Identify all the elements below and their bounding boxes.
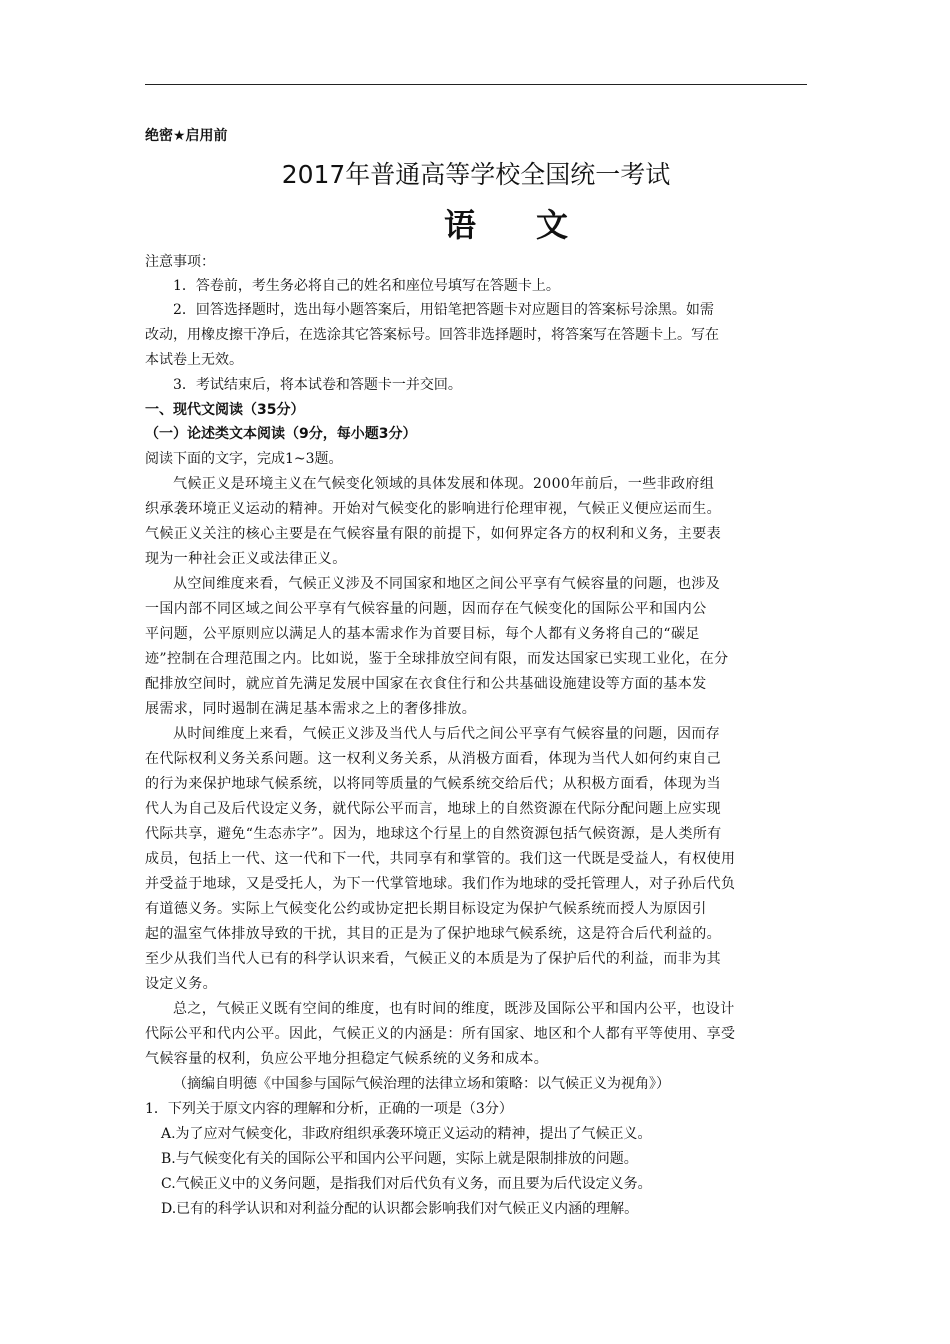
question-option-d: D.已有的科学认识和对利益分配的认识都会影响我们对气候正义内涵的理解。 xyxy=(161,1201,639,1217)
passage-line: 展需求，同时遏制在满足基本需求之上的奢侈排放。 xyxy=(145,701,477,717)
reading-instruction: 阅读下面的文字，完成1~3题。 xyxy=(145,451,343,467)
passage-line: 起的温室气体排放导致的干扰，其目的正是为了保护地球气候系统，这是符合后代利益的。 xyxy=(145,926,721,942)
passage-line: 气候正义是环境主义在气候变化领域的具体发展和体现。2000年前后，一些非政府组 xyxy=(173,476,715,492)
passage-line: 有道德义务。实际上气候变化公约或协定把长期目标设定为保护气候系统而授人为原因引 xyxy=(145,901,707,917)
passage-line: 平问题，公平原则应以满足人的基本需求作为首要目标，每个人都有义务将自己的“碳足 xyxy=(145,626,700,642)
subsection-heading: （一）论述类文本阅读（9分，每小题3分） xyxy=(145,426,417,442)
top-rule xyxy=(145,84,807,85)
passage-line: 一国内部不同区域之间公平享有气候容量的问题，因而存在气候变化的国际公平和国内公 xyxy=(145,601,707,617)
passage-line: 气候容量的权利，负应公平地分担稳定气候系统的义务和成本。 xyxy=(145,1051,549,1067)
passage-line: 现为一种社会正义或法律正义。 xyxy=(145,551,347,567)
passage-line: 配排放空间时，就应首先满足发展中国家在衣食住行和公共基础设施建设等方面的基本发 xyxy=(145,676,707,692)
passage-line: 从空间维度来看，气候正义涉及不同国家和地区之间公平享有气候容量的问题，也涉及 xyxy=(173,576,721,592)
section-heading: 一、现代文阅读（35分） xyxy=(145,402,305,418)
passage-line: 织承袭环境正义运动的精神。开始对气候变化的影响进行伦理审视，气候正义便应运而生。 xyxy=(145,501,721,517)
passage-line: 在代际权利义务关系问题。这一权利义务关系，从消极方面看，体现为当代人如何约束自己 xyxy=(145,751,721,767)
note-line: 1．答卷前，考生务必将自己的姓名和座位号填写在答题卡上。 xyxy=(173,278,560,294)
question-option-b: B.与气候变化有关的国际公平和国内公平问题，实际上就是限制排放的问题。 xyxy=(161,1151,638,1167)
passage-line: 代际公平和代内公平。因此，气候正义的内涵是：所有国家、地区和个人都有平等使用、享受 xyxy=(145,1026,736,1042)
passage-line: 设定义务。 xyxy=(145,976,217,992)
subject-title: 语文 xyxy=(443,206,628,244)
question-option-a: A.为了应对气候变化，非政府组织承袭环境正义运动的精神，提出了气候正义。 xyxy=(161,1126,652,1142)
notes-heading: 注意事项： xyxy=(145,254,215,270)
note-line: 本试卷上无效。 xyxy=(145,352,243,368)
passage-line: 并受益于地球，又是受托人，为下一代掌管地球。我们作为地球的受托管理人，对子孙后代负 xyxy=(145,876,736,892)
note-line: 3．考试结束后，将本试卷和答题卡一并交回。 xyxy=(173,377,462,393)
passage-line: 迹”控制在合理范围之内。比如说，鉴于全球排放空间有限，而发达国家已实现工业化，在分 xyxy=(145,651,729,667)
exam-title: 2017年普通高等学校全国统一考试 xyxy=(281,160,671,189)
passage-line: 代际共享，避免“生态赤字”。因为，地球这个行星上的自然资源包括气候资源，是人类所有 xyxy=(145,826,722,842)
passage-line: 气候正义关注的核心主要是在气候容量有限的前提下，如何界定各方的权利和义务，主要表 xyxy=(145,526,721,542)
question-stem: 1．下列关于原文内容的理解和分析，正确的一项是（3分） xyxy=(145,1101,513,1117)
note-line: 2．回答选择题时，选出每小题答案后，用铅笔把答题卡对应题目的答案标号涂黑。如需 xyxy=(173,302,714,318)
passage-line: 的行为来保护地球气候系统，以将同等质量的气候系统交给后代；从积极方面看，体现为当 xyxy=(145,776,721,792)
passage-line: 至少从我们当代人已有的科学认识来看，气候正义的本质是为了保护后代的利益，而非为其 xyxy=(145,951,721,967)
note-line: 改动，用橡皮擦干净后，在选涂其它答案标号。回答非选择题时，将答案写在答题卡上。写在 xyxy=(145,327,719,343)
passage-source: （摘编自明德《中国参与国际气候治理的法律立场和策略：以气候正义为视角》） xyxy=(173,1076,670,1092)
passage-line: 从时间维度上来看，气候正义涉及当代人与后代之间公平享有气候容量的问题，因而存 xyxy=(173,726,721,742)
passage-line: 总之，气候正义既有空间的维度，也有时间的维度，既涉及国际公平和国内公平，也设计 xyxy=(173,1001,735,1017)
passage-line: 代人为自己及后代设定义务，就代际公平而言，地球上的自然资源在代际分配问题上应实现 xyxy=(145,801,721,817)
confidential-label: 绝密★启用前 xyxy=(145,128,228,144)
question-option-c: C.气候正义中的义务问题，是指我们对后代负有义务，而且要为后代设定义务。 xyxy=(161,1176,652,1192)
passage-line: 成员，包括上一代、这一代和下一代，共同享有和掌管的。我们这一代既是受益人，有权使用 xyxy=(145,851,736,867)
